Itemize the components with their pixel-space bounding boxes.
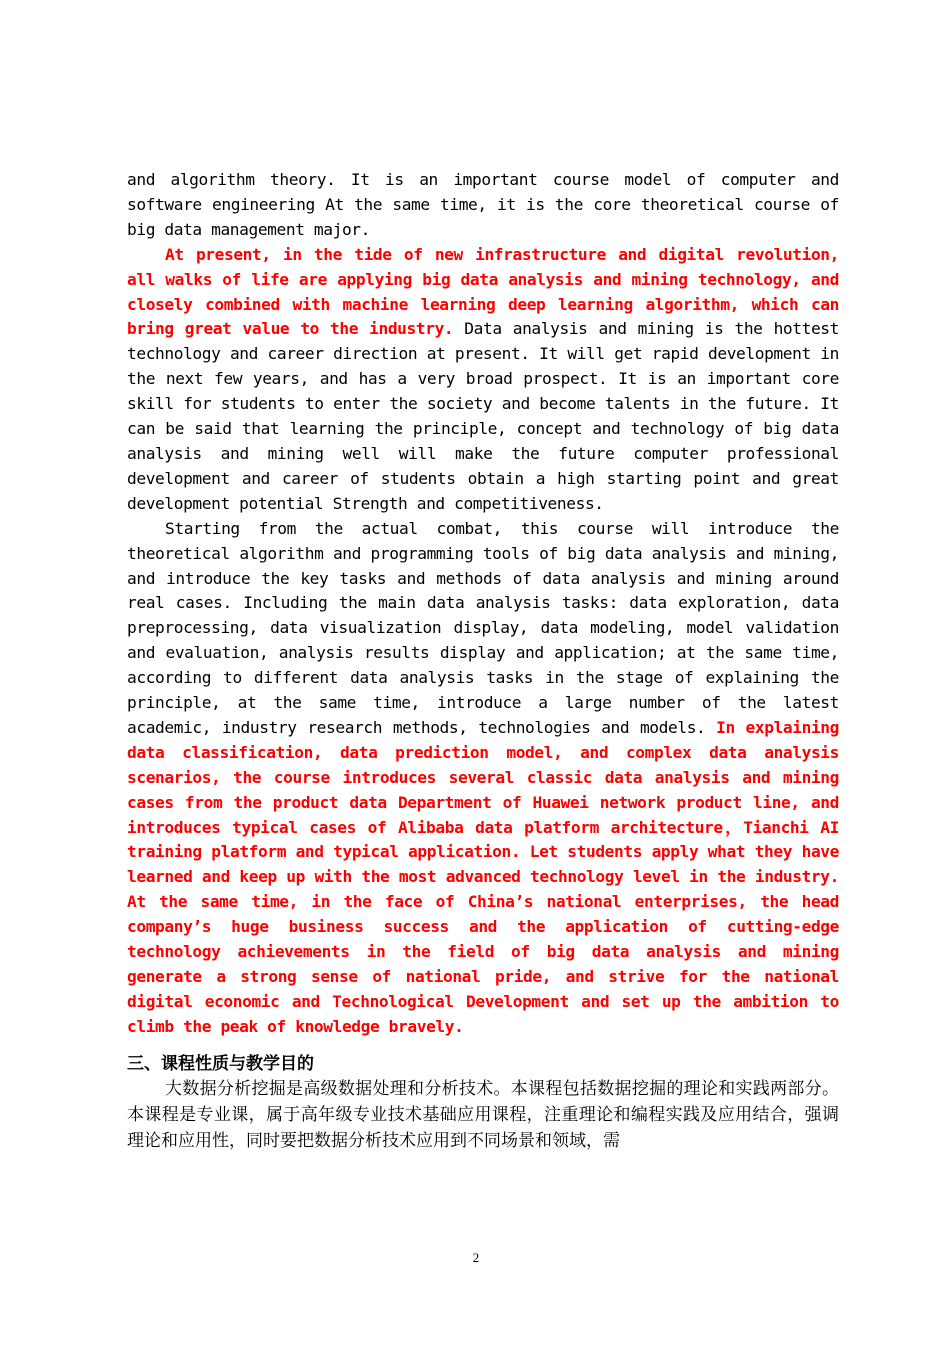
body-text: Starting from the actual combat, this course will introduce the theoretical algorithm and programming tools of big data analysis and mining, and introduce the key tasks and methods of data analysis and mining around real cases. Including the main data analysis tasks: data exploration, data preprocessing, data visualization display, data modeling, model validation and evaluation, analysis results display and application; at the same time, according to different data analysis tasks in the stage of explaining the principle, at the same time, introduce a large number of the latest academic, industry research methods, technologies and models. <box>127 518 839 737</box>
section-heading: 三、课程性质与教学目的 <box>127 1054 314 1074</box>
chinese-body <box>127 1077 839 1154</box>
paragraph-present-situation <box>127 243 839 517</box>
body-text: Data analysis and mining is the hottest technology and career direction at present. It will get rapid development in the next few years, and has a very broad prospect. It is an important core skill for students to enter the society and become talents in the future. It can be said that learning the principle, concept and technology of big data analysis and mining well will make the future computer professional development and career of students obtain a high starting point and great development potential Strength and competitiveness. <box>127 319 839 513</box>
chinese-paragraph: 大数据分析挖掘是高级数据处理和分析技术。本课程包括数据挖掘的理论和实践两部分。本课程是专业课，属于高年级专业技术基础应用课程，注重理论和编程实践及应用结合，强调理论和应用性，同时要把数据分析技术应用到不同场景和领域，需 <box>127 1079 839 1151</box>
paragraph-continuation: and algorithm theory. It is an important course model of computer and software engineering At the same time, it is the core theoretical course of big data management major. <box>127 170 839 239</box>
page-number: 2 <box>472 1250 480 1265</box>
highlighted-text: At present, in the tide of new infrastructure and digital revolution, all walks of life are applying big data analysis and mining technology, and closely combined with machine learning deep learning algorithm, which can bring great value to the industry. <box>127 244 839 339</box>
highlighted-text: In explaining data classification, data prediction model, and complex data analysis scenarios, the course introduces several classic data analysis and mining cases from the product data Department of Huawei network product line, and introduces typical cases of Alibaba data platform architecture，Tianchi AI training platform and typical application. Let students apply what they have learned and keep up with the most advanced technology level in the industry. At the same time, in the face of China’s national enterprises, the head company’s huge business success and the application of cutting-edge technology achievements in the field of big data analysis and mining generate a strong sense of national pride, and strive for the national digital economic and Technological Development and set up the ambition to climb the peak of knowledge bravely. <box>127 717 840 1036</box>
paragraph-course-content <box>127 517 839 1040</box>
english-body <box>127 168 839 1040</box>
